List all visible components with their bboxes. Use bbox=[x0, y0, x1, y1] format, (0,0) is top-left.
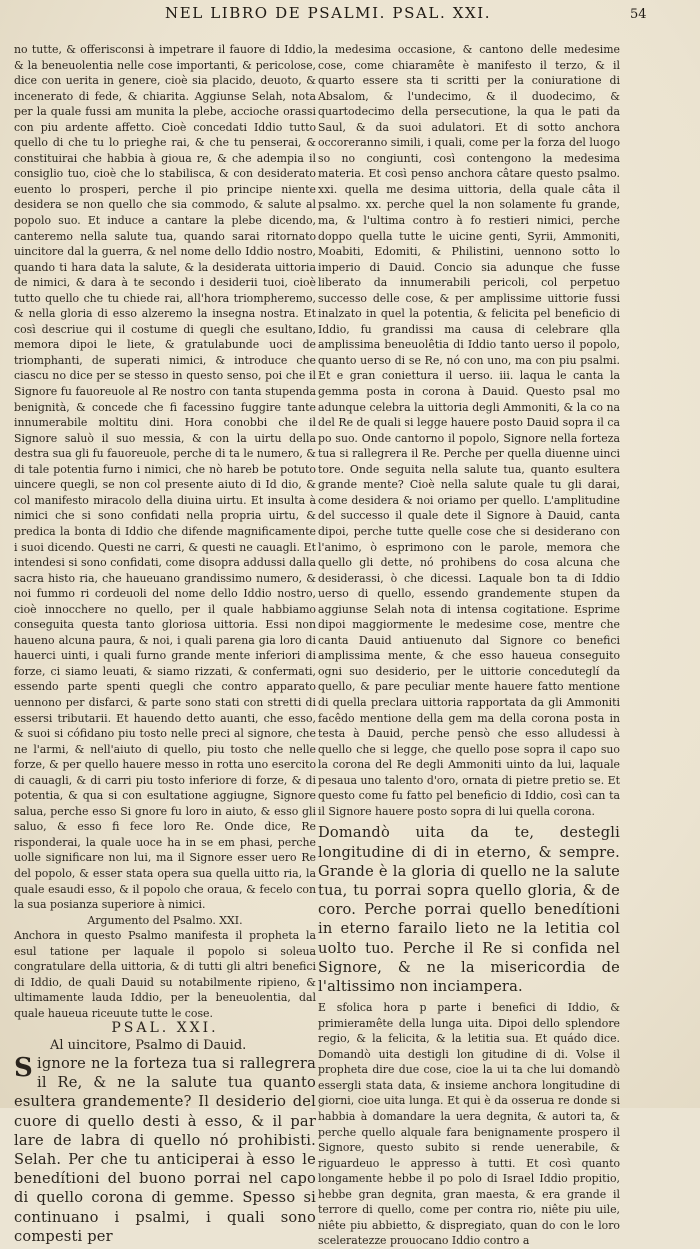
commentary-text: la medesima occasione, & cantono delle medesime cose, come chiaramête è manifesto il terzo, & il quarto essere sta ti scritti per la coniuratione di Absalom, & l'undecimo, & il duodecimo, & quartodecimo della persecutione, la qua le pati da Saul, & da suoi adulatori. Et di sotto anchora occoreranno simili, i quali, come per la forza del luogo so no congiunti, così contengono la medesima materia. Et così penso anchora câtare questo psalmo. xxi. quella me desima uittoria, della quale câta il psalmo. xx. perche quel la non solamente fu grande, ma, & l'ultima contro à fo restieri nimici, perche doppo quella tutte le uicine genti, Syrii, Ammoniti, Moabiti, Edomiti, & Philistini, uennono sotto lo imperio di Dauid. Concio sia adunque che fusse liberato da innumerabili pericoli, col perpetuo successo delle cose, & per amplissime uittorie fussi inalzato in quel la potentia, & felicita pel beneficio di Iddio, fu grandissi ma causa di celebrare qlla amplissima beneuolêtia di Iddio tanto uerso il popolo, quanto uerso di se Re, nó con uno, ma con piu psalmi. Et e gran coniettura il uerso. iii. laqua le canta la gemma posta in corona à Dauid. Questo psal mo adunque celebra la uittoria degli Ammoniti, & la co na del Re de quali si legge hauere posto Dauid sopra il ca po suo. Onde cantorno il popolo, Signore nella forteza tua si rallegrera il Re. Perche per quella diuenne uinci tore. Onde seguita nella salute tua, quanto esultera grande mente? Cioè nella salute quale tu gli darai, come desidera & noi oriamo per quello. L'amplitudine del successo il quale dete il Signore à Dauid, canta dipoi, perche tutte quelle cose che si desiderano con l'animo, ò esprimono con le parole, memora che quello gli dette, nó prohibens do cosa alcuna che desiderassi, ò che dicessi. Laquale bon ta di Iddio uerso di quello, essendo grandemente stupen da aggiunse Selah nota di intensa cogitatione. Esprime dipoi maggiormente le medesime cose, mentre che canta Dauid antiuenuto dal Signore co benefici amplissima mente, & che esso haueua conseguito ogni suo desiderio, per le uittorie conceduteglí da quello, & pare peculiar mente hauere fatto mentione di quella preclara uittoria rapportata da gli Ammoniti facêdo mentione della gem ma della corona posta in testa à Dauid, perche pensò che esso alludessi à quello che si legge, che quello pose sopra il capo suo la corona del Re degli Ammoniti uinto da lui, laquale pesaua uno talento d'oro, ornata di pietre pretio se. Et questo come fu fatto pel beneficio di Iddio, così can ta il Signore hauere posto sopra di lui quella corona. bbox=[318, 43, 620, 818]
page-number: 54 bbox=[630, 7, 647, 22]
commentary-text: no tutte, & offerisconsi à impetrare il fauore di Iddio, & la beneuolentia nelle cose importanti, & pericolose, dice con uerita in genere, cioè sia placido, deuoto, & incenerato di fede, & chiarita. Aggiunse Selah, nota per la quale fussi am munita la plebe, accioche orassi con piu ardente affetto. Cioè concedati Iddio tutto quello di che tu lo prieghe rai, & che tu penserai, & constituirai che habbia à gioua re, & che adempia il consiglio tuo, cioè che lo stabilisca, & con desiderato euento lo prosperi, perche il pio principe niente desidera se non quello che sia commodo, & salute al popolo suo. Et induce a cantare la plebe dicendo, canteremo nella salute tua, quando sarai ritornato uincitore dal la guerra, & nel nome dello Iddio nostro, quando ti hara data la salute, & la desiderata uittoria de nimici, & dara à te secondo i desiderii tuoi, cioè tutto quello che tu chiede rai, all'hora triompheremo, & nella gloria di esso alzeremo la insegna nostra. Et così descriue qui il costume di quegli che esultano, memora dipoi le liete, & gratulabunde uoci de triomphanti, de superati nimici, & introduce che ciascu no dice per se stesso in questo senso, poi che il Signore fu fauoreuole al Re nostro con tanta stupenda benignità, & concede che fi facessino fuggire tante innumerabile moltitu dini. Hora conobbi che il Signore saluò il suo messia, & con la uirtu della destra sua gli fu fauoreuole, perche di ta le numero, & di tale potentia furno i nimici, che nò hareb be potuto uincere quegli, se non col presente aiuto di Id dio, & col manifesto miracolo della diuina uirtu. Et insulta à nimici che si sono confidati nella propria uirtu, & predica la bonta di Iddio che difende magnificamente i suoi dicendo. Questi ne carri, & questi ne cauagli. Et intendesi si sono confidati, come disopra addussi dalla sacra histo ria, che haueuano grandissimo numero, & noi fummo ri cordeuoli del nome dello Iddio nostro, cioè innocchere no quello, per il quale habbiamo conseguita questa tanto gloriosa uittoria. Essi non haueno alcuna paura, & noi, i quali parena gia loro di hauerci uinti, i quali furno grande mente inferiori di forze, ci siamo leuati, & siamo rizzati, & confermati, essendo parte spenti quegli che contro apparato uennono per disfarci, & parte sono stati con stretti di essersi tributarii. Et hauendo detto auanti, che esso, & suoi si cófidano piu tosto nelle preci al signore, che ne l'armi, & nell'aiuto di quello, piu tosto che nelle forze, & per quello hauere messo in rotta uno esercito di cauagli, & di carri piu tosto inferiore di forze, & di potentia, & qua si con esultatione aggiugne, Signore salua, perche esso Si gnore fu loro in aiuto, & esso gli saluo, & esso fi fece loro Re. Onde dice, Re risponderai, la quale uoce ha in se em phasi, perche uolle significare non lui, ma il Signore esser uero Re del popolo, & esser stata opera sua quella uitto ria, la quale esaudi esso, & il popolo che oraua, & fecelo con la sua posianza superiore à nimici. bbox=[14, 43, 316, 912]
psalm-inscription: Al uincitore, Psalmo di Dauid. bbox=[50, 1038, 247, 1053]
psalm-heading: PSAL. XXI. bbox=[111, 1020, 219, 1037]
argument-text: Anchora in questo Psalmo manifesta il propheta la esul tatione per laquale il popolo si soleua congratulare della uittoria, & di tutti gli altri benefici di Iddio, de quali Dauid su notabilmente ripieno, & ultimamente lauda Iddio, per la beneuolentia, dal quale haueua riceuute tutte le cose. bbox=[14, 929, 316, 1020]
psalm-verses: Domandò uita da te, destegli longitudine di di in eterno, & sempre. Grande è la gloria di quello ne la salute tua, tu porrai sopra quello gloria, & de coro. Perche porrai quello benedítioni in eterno farailo lieto ne la letitia col uolto tuo. Perche il Re si confida nel Signore, & ne la misericordia de l'altissimo non inciampera. bbox=[318, 824, 620, 995]
verse-text: ignore ne la forteza tua si rallegrera il Re, & ne la salute tua quanto esultera grandemente? Il desiderio del cuore di quello desti à esso, & il par lare de labra di quello nó prohibisti. Selah. Per che tu anticiperai à esso le benedítioni del buono porrai nel capo di quello corona di gemme. Spesso si continuano i psalmi, i quali sono compesti per bbox=[14, 1055, 316, 1245]
psalm-verses bbox=[14, 1054, 316, 1246]
argument-title: Argumento del Psalmo. XXI. bbox=[87, 913, 243, 927]
right-column bbox=[318, 42, 620, 1248]
commentary-text-continued: E sfolica hora p parte i benefici di Iddio, & primieramête della lunga uita. Dipoi dello splendore regio, & la felicita, & la letitia sua. Et quádo dice. Domandò uita destigli lon gitudine di di. Volse il propheta dire due cose, cioe la ui ta che lui domandò essergli stata data, & insieme anchora longitudine di giorni, cioe uita lunga. Et qui è da osserua re donde si habbia à domandare la uera degnita, & autori ta, & perche quello alquale fara benignamente prospero il Signore, questo subito si rende uenerabile, & riguardeuo le appresso à tutti. Et così quanto longamente hebbe il po polo di Israel Iddio propitio, hebbe gran degnita, gran maesta, & era grande il terrore di quello, come per contra rio, niête piu uile, niête piu abbietto, & dispregiato, quan do con le loro sceleratezze prouocano Iddio contro a bbox=[318, 1001, 620, 1248]
left-column bbox=[14, 42, 316, 1245]
running-head: NEL LIBRO DE PSALMI. PSAL. XXI. bbox=[165, 4, 492, 22]
drop-cap: S bbox=[14, 1053, 33, 1083]
page-header bbox=[0, 4, 700, 30]
